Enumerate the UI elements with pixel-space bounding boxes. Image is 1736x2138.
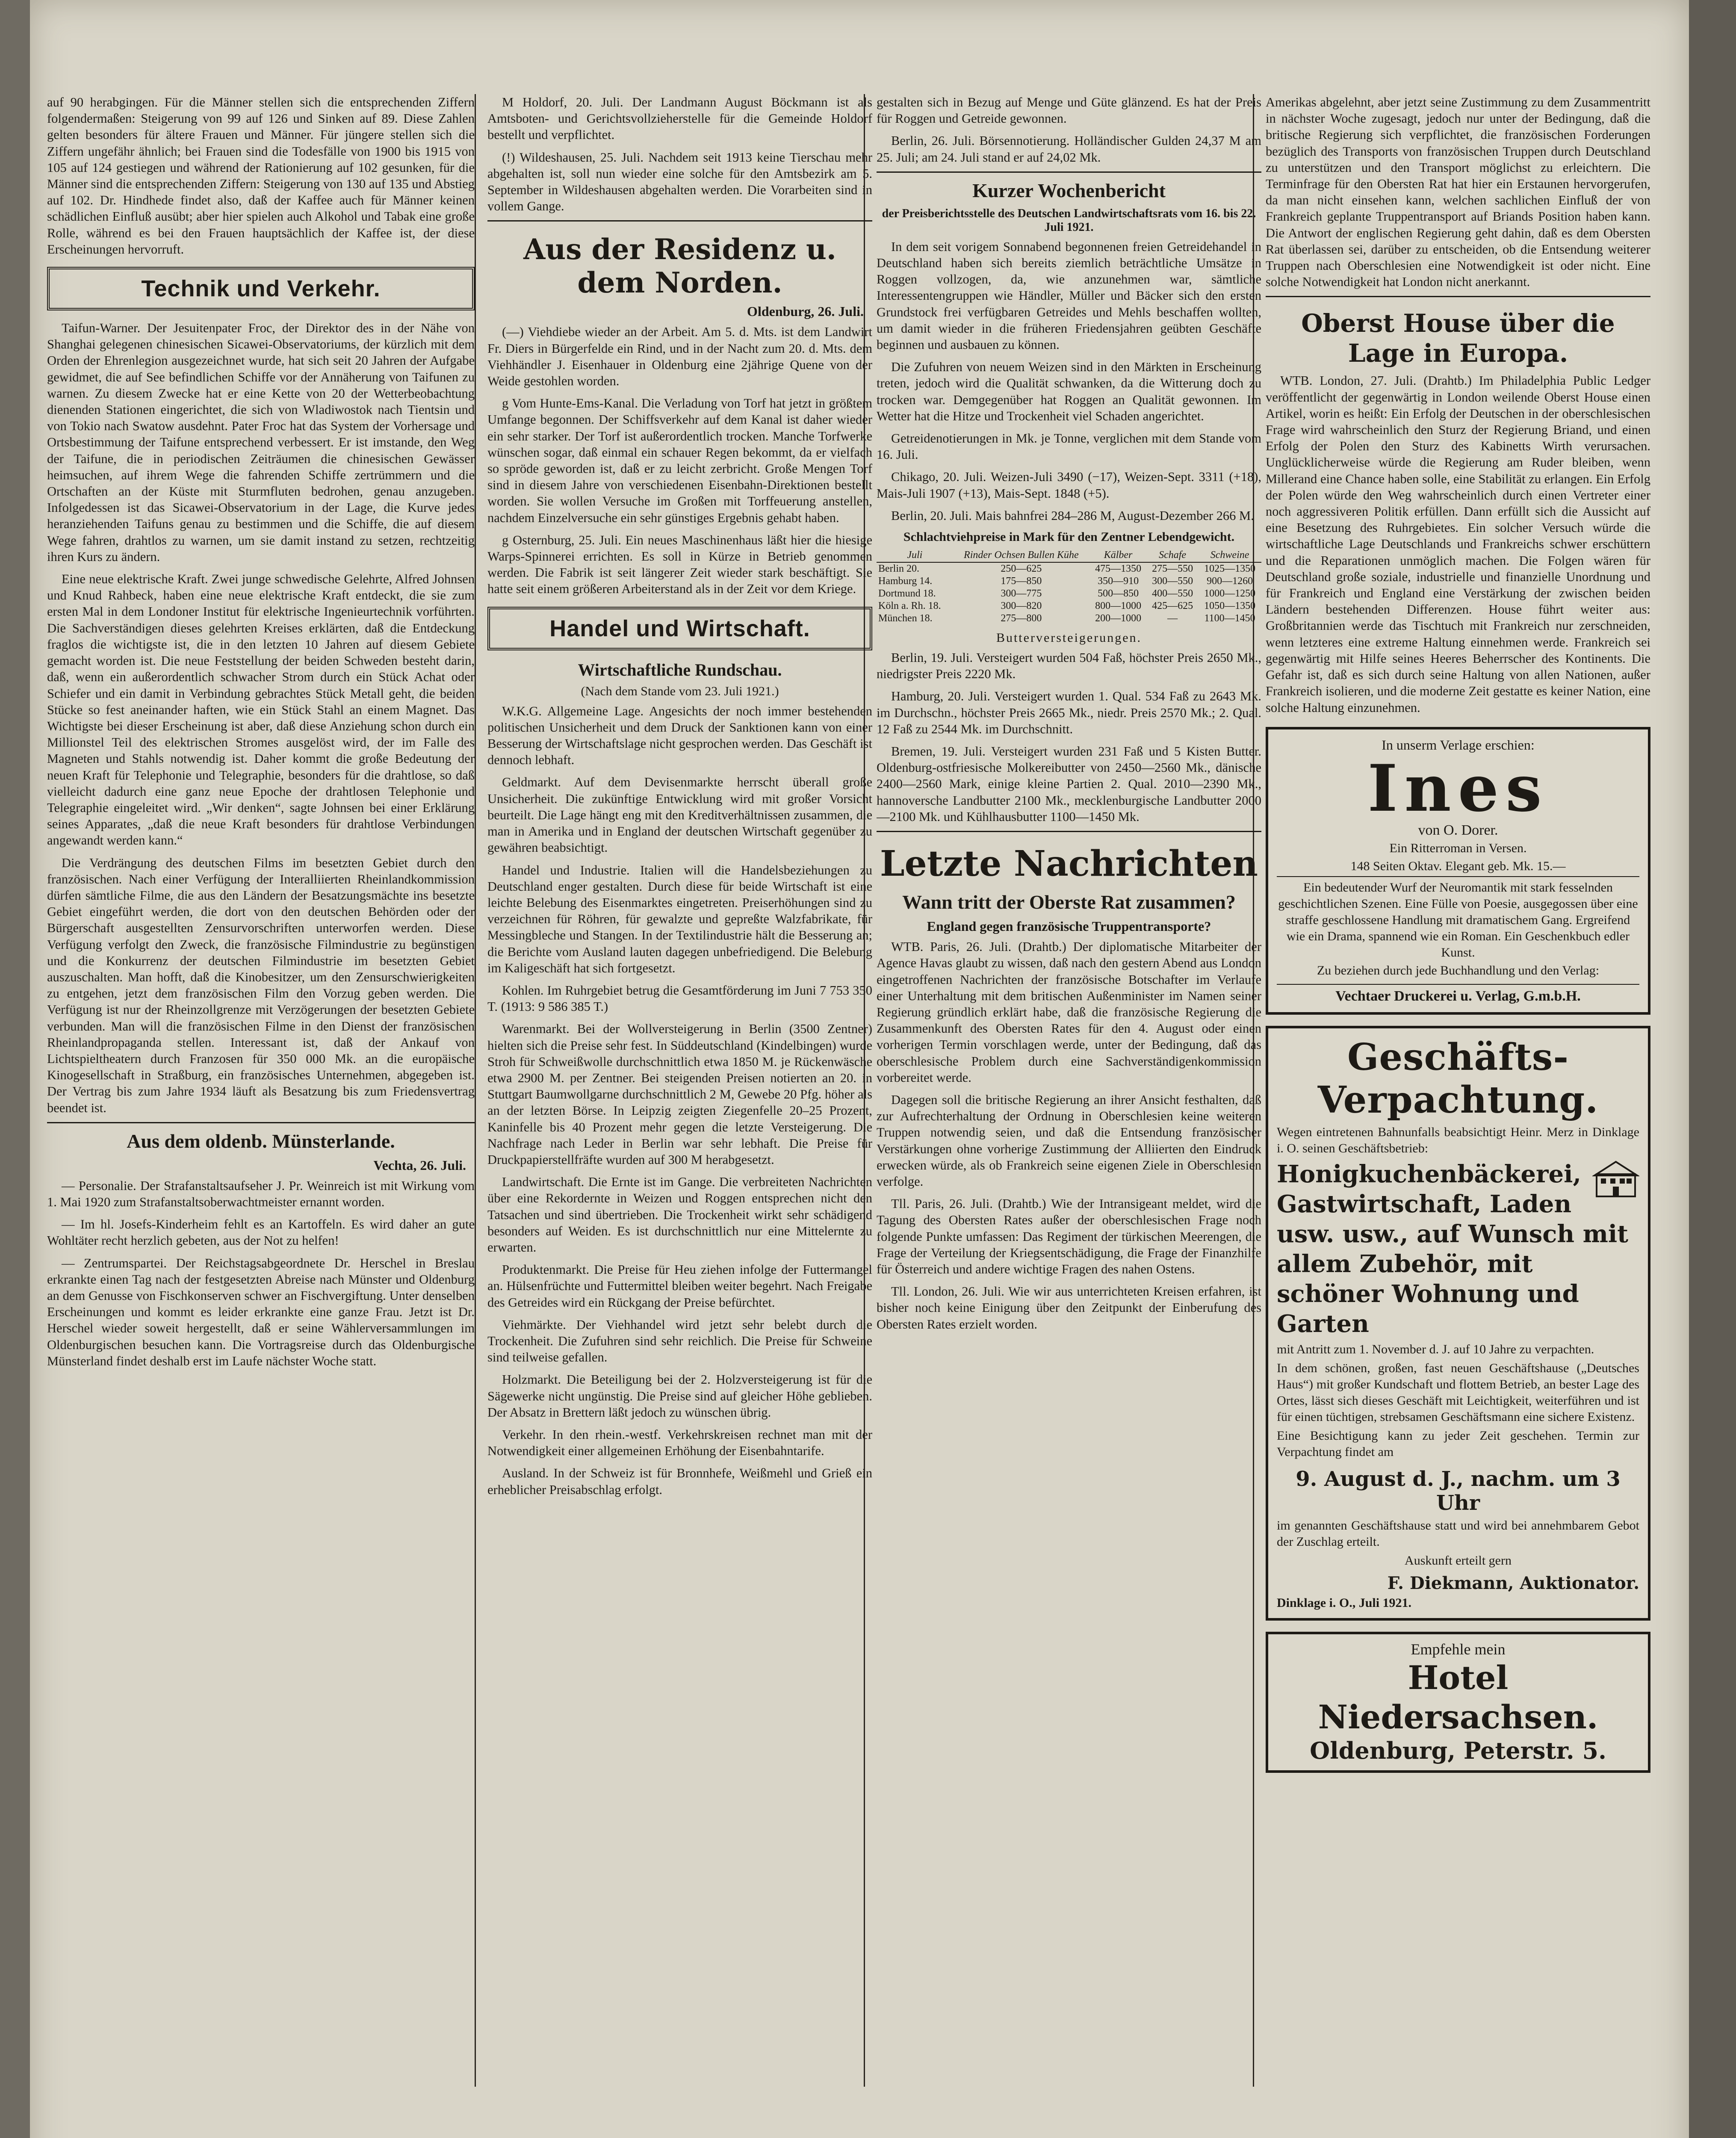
article-text: — Zentrumspartei. Der Reichstagsabgeordnete Dr. Herschel in Breslau erkrankte einen Tag nach der festgesetzten Abreise nach Münster und Oldenburg an dem Genusse von Fischkonserven schwer an Fischvergiftung. Unter denselben Erscheinungen und kommt es leider erkrankte eine ganze Frau. Jetzt ist Dr. Herschel wieder soweit hergestellt, daß er seine Wählerversammlungen im Oldenburgischen besuchen kann. Die Vortragsreise durch das Oldenburgische Münsterland findet deshalb erst im Laufe nächster Woche statt. — [47, 1255, 475, 1368]
article-subtitle: (Nach dem Stande vom 23. Juli 1921.) — [581, 684, 779, 698]
ad-text: In dem schönen, großen, fast neuen Geschäftshause („Deutsches Haus“) mit großer Kundschaft und flottem Betrieb, an bester Lage des Ortes, lässt sich dieses Geschäft mit Leichtigkeit, weiterführen und ist für einen tüchtigen, strebsamen Geschäftsmann eine sichere Existenz. — [1277, 1361, 1639, 1424]
ad-headline: Honigkuchenbäckerei, Gastwirtschaft, Laden usw. usw., auf Wunsch mit allem Zubehör, mit schöner Wohnung und Garten — [1277, 1160, 1628, 1338]
article-text: Kohlen. Im Ruhrgebiet betrug die Gesamtförderung im Juni 7 753 350 T. (1913: 9 586 385 T.) — [487, 983, 872, 1014]
article-title: Wann tritt der Oberste Rat zusammen? — [902, 891, 1236, 913]
article-text: (!) Wildeshausen, 25. Juli. Nachdem seit 1913 keine Tierschau mehr abgehalten ist, soll nun wieder eine solche für den Amtsbezirk am 5. September in Wildeshausen abgehalten werden. Die Vorarbeiten sind in vollem Gange. — [487, 150, 872, 214]
article-text: Warenmarkt. Bei der Wollversteigerung in Berlin (3500 Zentner) hielten sich die Preise sehr fest. In Süddeutschland (Kindelbingen) wurde Stroh für Schweißwolle durchschnittlich etwa 1850 M. je Rückenwäsche etwa 2900 M. per Zentner. Bei steigenden Preisen notierten an 20. in Stuttgart Baumwollgarne durchschnittlich 2 M, Gewebe 20 Pfg. höher als an der letzten Börse. In Leipzig zeigten Ziegenfelle 20–25 Prozent, Kaninfelle bis 40 Prozent mehr gegen die letzte Versteigerung. Die Nachfrage nach Leder in Berlin war sehr lebhaft. Die Preise für Druckpapierstellfräfte wurden auf 300 M herabgesetzt. — [487, 1022, 872, 1167]
ad-text: mit Antritt zum 1. November d. J. auf 10 Jahre zu verpachten. — [1277, 1342, 1594, 1356]
table-header: Schafe — [1147, 549, 1198, 562]
grain-quote: Chikago, 20. Juli. Weizen-Juli 3490 (−17), Weizen-Sept. 3311 (+18), Mais-Juli 1907 (+13), Mais-Sept. 1848 (+5). — [877, 470, 1261, 501]
table-header: Rinder Ochsen Bullen Kühe — [953, 549, 1089, 562]
advertisement-hotel — [1266, 1632, 1650, 1773]
article-text: Die Verdrängung des deutschen Films im besetzten Gebiet durch den französischen. Nach einer Verfügung der Interalliierten Rheinlandkommission dürfen sämtliche Filme, die aus den Ländern der Besatzungsmächte ins besetzte Gebiet eingeführt werden, die dort von den deutschen Behörden oder der Bürgerschaft ausgestellten Zensurvorschriften unterworfen werden. Diese Verfügung verfolgt den Zweck, die französische Filmindustrie zu begünstigen und die Konkurrenz der deutschen Filmindustrie im besetzten Gebiet auszuschalten. Man hofft, daß die Kinobesitzer, um den Zensurschwierigkeiten zu entgehen, jetzt dem französischen Film den Vorzug geben werden. Die Verfügung ist nur der Rheinzollgrenze mit Verzögerungen der besetzten Gebiete verbunden. Man will die französischen Filme in den Dienst der französischen Rheinlandpropaganda stellen. Interessant ist, daß der Ankauf von Lichtspieltheatern durch Franzosen für 350 000 Mk. an die europäische Kinogesellschaft in Straßburg, ein französisches Unternehmen, abgegeben ist. Der Vertrag bis zum Jahre 1934 läuft als Besatzung bis zum Friedensvertrag beendet ist. — [47, 855, 475, 1115]
page-edge-shadow — [1689, 0, 1736, 2138]
table-header: Schweine — [1198, 549, 1261, 562]
table-row: Dortmund 18. 300—775 500—850 400—550 1000—1250 — [878, 588, 1256, 599]
ad-address: Oldenburg, Peterstr. 5. — [1310, 1736, 1606, 1764]
article-text: Die Zufuhren von neuem Weizen sind in den Märkten in Erscheinung treten, jedoch wird die Qualität schwanken, da die Witterung doch zu trocken war. Demgegenüber hat Roggen an Qualität gewonnen. Im Wetter hat die Hitze und Trockenheit viel Schaden angerichtet. — [877, 360, 1261, 423]
advertisement-ines — [1266, 727, 1650, 1015]
section-header-handel: Handel und Wirtschaft. — [487, 607, 872, 650]
section-header-wochenbericht: Kurzer Wochenbericht — [972, 179, 1166, 201]
ad-title: Hotel Niedersachsen. — [1318, 1658, 1598, 1736]
column-1 — [47, 94, 475, 2104]
article-text: — Personalie. Der Strafanstaltsaufseher J. Pr. Weinreich ist mit Wirkung vom 1. Mai 1920 zum Strafanstaltsoberwachtmeister ernannt worden. — [47, 1178, 475, 1209]
ad-text: Ein bedeutender Wurf der Neuromantik mit stark fesselnden geschichtlichen Szenen. Eine Fülle von Poesie, ausgegossen über eine straffe geschlossene Handlung mit dramatischem Gang. Ergreifend wie ein Drama, spannend wie ein Roman. Ein Geschenkbuch edler Kunst. — [1277, 876, 1639, 961]
article-text: gestalten sich in Bezug auf Menge und Güte glänzend. Es hat der Preis für Roggen und Getreide gewonnen. — [877, 95, 1261, 126]
article-text: Taifun-Warner. Der Jesuitenpater Froc, der Direktor des in der Nähe von Shanghai gelegenen chinesischen Sicawei-Observatoriums, der kürzlich mit dem Orden der Ehrenlegion ausgezeichnet wurde, hat sich seit 20 Jahren der Aufgabe gewidmet, die auf See befindlichen Schiffe vor der Annäherung von Taifunen zu warnen. Zu diesem Zwecke hat er eine Kette von 20 der Wetterbeobachtung dienenden Stationen eingerichtet, die sich von Wladiwostok nach Tientsin und von Tokio nach Swatow ausdehnt. Pater Froc hat das System der Vorhersage und Ortsbestimmung der Taifune entsprechend verbessert. Er ist imstande, den Weg der Taifune, die in periodischen Zeiträumen die chinesischen Gewässer heimsuchen, auf ihrem Wege die fahrenden Schiffe zertrümmern und die Ortschaften an der Küste mit Sturmfluten bedrohen, genau anzugeben. Infolgedessen ist das Sicawei-Observatorium in der Lage, die Kurve jedes heranziehenden Taifuns genau zu bestimmen und die Schiffe, die auf diesem Wege fahren, drahtlos zu warnen, um sie damit instand zu setzen, rechtzeitig ihren Kurs zu ändern. — [47, 321, 475, 564]
ad-text: Ein Ritterroman in Versen. — [1389, 841, 1527, 855]
divider — [1266, 296, 1650, 297]
article-text: Getreidenotierungen in Mk. je Tonne, verglichen mit dem Stande vom 16. Juli. — [877, 431, 1261, 462]
article-text: M Holdorf, 20. Juli. Der Landmann August Böckmann ist als Amtsboten- und Gerichtsvollzieherstelle für die Gemeinde Holdorf bestellt und verpflichtet. — [487, 95, 872, 142]
divider — [47, 1122, 475, 1123]
article-title: Wirtschaftliche Rundschau. — [578, 660, 782, 679]
article-text: Geldmarkt. Auf dem Devisenmarkte herrscht überall große Unsicherheit. Die zukünftige Entwicklung wird mit großer Vorsicht beurteilt. Die Lage hängt eng mit den Kreditverhältnissen zusammen, die man in Amerika und in England der deutschen Wirtschaft gegenüber zu gewähren beabsichtigt. — [487, 775, 872, 855]
table-header: Kälber — [1089, 549, 1147, 562]
table-header: Juli — [877, 549, 953, 562]
ad-intro: Empfehle mein — [1411, 1640, 1506, 1658]
column-rule — [475, 94, 476, 2087]
ad-text: Eine Besichtigung kann zu jeder Zeit geschehen. Termin zur Verpachtung findet am — [1277, 1428, 1639, 1459]
section-header-residenz: Aus der Residenz u. dem Norden. — [523, 233, 836, 300]
article-text: WTB. London, 27. Juli. (Drahtb.) Im Philadelphia Public Ledger veröffentlicht der gegenwärtig in London weilende Oberst House einen Artikel, worin es heißt: Ein Erfolg der Deutschen in der oberschlesischen Frage wird wahrscheinlich den Sturz der Regierung Briand, und einen Erfolg der Polen den Sturz des Kabinetts Wirth verursachen. Unglücklicherweise würde die Regierung am Ruder bleiben, wenn Millerand eine Chance haben solle, eine Stabilität zu erlangen. Ein Erfolg der Polen würde den Weg wahrscheinlich durch einen Vertreter einer noch aggressiveren Politik erfüllen. Dann erfüllt sich die Aussicht auf eine Besetzung des Ruhrgebietes. Ein solcher Versuch würde die wirtschaftliche Lage Deutschlands und Frankreichs schwer erschüttern und die Reparationen unmöglich machen. Die Folgen wären für Deutschland große soziale, industrielle und finanzielle Unordnung und für Frankreich und England eine Verstärkung der zwischen beiden Ländern bestehenden Differenzen. House führt weiter aus: Großbritannien werde das Tischtuch mit Frankreich nur zerschneiden, wenn letzteres eine extreme Haltung einnehmen werde. Frankreich sei gegenwärtig mit Hilfe seines Heeres Beherrscher des Kontinents. Die Gefahr ist, daß es sich durch seine Haltung von allen Nationen, außer Frankreich isolieren, und die moderne Zeit gestatte es keiner Nation, eine solche Haltung einzunehmen. — [1266, 373, 1650, 715]
column-4 — [1266, 94, 1650, 2104]
ad-dateline: Dinklage i. O., Juli 1921. — [1277, 1595, 1412, 1610]
article-text: Produktenmarkt. Die Preise für Heu ziehen infolge der Futtermangel an. Hülsenfrüchte und Futtermittel bleiben weiter begehrt. Nach Freigabe des Getreides wird ein Rückgang der Preise befürchtet. — [487, 1262, 872, 1310]
ad-title: Ines — [1367, 750, 1549, 826]
ad-publisher: Vechtaer Druckerei u. Verlag, G.m.b.H. — [1277, 984, 1639, 1004]
article-text: Amerikas abgelehnt, aber jetzt seine Zustimmung zu dem Zusammentritt in nächster Woche zugesagt, jedoch nur unter der Bedingung, daß die britische Regierung sich verpflichtet, die französischen Forderungen bezüglich des Transports von französischen Truppen durch Deutschland zu unterstützen und den Transport möglichst zu erleichtern. Die Terminfrage für den Obersten Rat hat hier ein Erstaunen hervorgerufen, da man nicht einsehen kann, welchen sachlichen Einfluß der von Frankreich geplante Truppentransport auf Briands Position haben kann. Die Antwort der englischen Regierung geht dahin, daß es dem Obersten Rat überlassen sei, darüber zu entscheiden, ob die Entsendung weiterer Truppen nach Oberschlesien eine Notwendigkeit ist oder nicht. Eine solche Notwendigkeit hat London nicht anerkannt. — [1266, 95, 1650, 289]
article-text: g Vom Hunte-Ems-Kanal. Die Verladung von Torf hat jetzt in größtem Umfange begonnen. Der Schiffsverkehr auf dem Kanal ist daher wieder ein sehr starker. Der Torf ist außerordentlich trocken. Manche Torfwerke wünschen sogar, daß einmal ein schauer Regen bekommt, da er vielfach so spröde geworden ist, daß er zu leicht zerbricht. Große Mengen Torf sind in diesem Jahre von verschiedenen Eisenbahn-Direktionen bestellt worden. Sie wollen Versuche im Großen mit Torffeuerung anstellen, nachdem Einzelversuche ein sehr günstiges Ergebnis gehabt haben. — [487, 396, 872, 525]
article-text: Holzmarkt. Die Beteiligung bei der 2. Holzversteigerung ist für die Sägewerke nicht ungünstig. Die Preise sind auf gleicher Höhe geblieben. Der Absatz in Brettern läßt jedoch zu wünschen übrig. — [487, 1372, 872, 1420]
article-text: Landwirtschaft. Die Ernte ist im Gange. Die verbreiteten Nachrichten über eine Rekordernte in Weizen und Roggen entsprechen nicht den Tatsachen und sind übertrieben. Die Trockenheit wirkt sehr schädigend besonders auf Weiden. Es ist durchschnittlich nur eine Mittelernte zu erwarten. — [487, 1175, 872, 1255]
article-text: Tll. London, 26. Juli. Wie wir aus unterrichteten Kreisen erfahren, ist bisher noch keine Einigung über den Zeitpunkt der Einberufung des Obersten Rates erzielt worden. — [877, 1284, 1261, 1332]
dateline: Vechta, 26. Juli. — [373, 1157, 466, 1173]
advertisement-verpachtung — [1266, 1026, 1650, 1621]
ad-author: von O. Dorer. — [1418, 822, 1498, 838]
ad-title: Geschäfts-Verpachtung. — [1317, 1035, 1599, 1122]
section-header-technik: Technik und Verkehr. — [47, 267, 475, 310]
article-subtitle: England gegen französische Truppentransporte? — [927, 918, 1211, 934]
article-text: WTB. Paris, 26. Juli. (Drahtb.) Der diplomatische Mitarbeiter der Agence Havas glaubt zu wissen, daß nach den gestern Abend aus London eingetroffenen Nachrichten der französische Botschafter im Verlaufe einer Unterhaltung mit dem britischen Außenminister im Namen seiner Regierung gründlich erklärt habe, daß die französische Regierung die Zusammenkunft des Obersten Rates für den 4. August oder einen vorherigen Termin vorschlagen werde, unter der Bedingung, daß das oberschlesische Problem durch eine Sachverständigenkommission vorbereitet werde. — [877, 939, 1261, 1085]
divider — [877, 171, 1261, 173]
ad-text: im genannten Geschäftshause statt und wird bei annehmbarem Gebot der Zuschlag erteilt. — [1277, 1518, 1639, 1549]
divider — [487, 220, 872, 221]
article-text: — Im hl. Josefs-Kinderheim fehlt es an Kartoffeln. Es wird daher an gute Wohltäter recht herzlich gebeten, aus der Not zu helfen! — [47, 1217, 475, 1248]
ad-intro: In unserm Verlage erschien: — [1382, 737, 1535, 753]
table-row: Berlin 20. 250—625 475—1350 275—550 1025—1350 — [878, 563, 1256, 575]
ad-text: Zu beziehen durch jede Buchhandlung und den Verlag: — [1317, 963, 1600, 977]
article-text: Eine neue elektrische Kraft. Zwei junge schwedische Gelehrte, Alfred Johnsen und Knud Rahbeck, haben eine neue elektrische Kraft entdeckt, die sie zum ersten Mal in dem Londoner Institut für elektrische Ingenieurtechnik vorführten. Die Sachverständigen dieses gelehrten Kreises erklärten, daß die Entdeckung fraglos die wichtigste ist, die in den letzten 10 Jahren auf diesem Gebiete gemacht worden ist. Die neue Feststellung der beiden Schweden besteht darin, daß, wenn ein außerordentlich schwacher Strom durch ein Stück Achat oder Schiefer und ein damit in Verbindung gebrachtes Stück Metall geht, die beiden Stücke so fest aneinander haften, wie ein Stück Stahl an einem Magnet. Das Wichtigste bei dieser Erscheinung ist aber, daß diese Anziehung schon durch ein Millionstel Teil des elektrischen Stromes ausgelöst wird, der im Falle des Magneten und Stahls notwendig ist. Daher kommt die große Bedeutung der neuen Kraft für Telephonie und Telegraphie, besonders für die drahtlose, so daß vielleicht dadurch eine ganz neue Epoche der drahtlosen Telephonie und Telegraphie eingeleitet wird. „Wir denken“, sagte Johnsen bei einer Erklärung seines Apparates, „daß die neue Kraft besonders für drahtlose Verbindungen angewandt werden kann.“ — [47, 572, 475, 848]
article-text: Dagegen soll die britische Regierung an ihrer Ansicht festhalten, daß zur Aufrechterhaltung der Ordnung in Oberschlesien keine weiteren Truppen notwendig seien, und daß die Entsendung französischer Verstärkungen ohne vorherige Zustimmung der Alliierten den Eindruck erwecken würde, als ob Frankreich seine eigenen Ziele in Oberschlesien verfolge. — [877, 1092, 1261, 1189]
section-subheader-butter: Butterversteigerungen. — [996, 631, 1142, 645]
article-text: Hamburg, 20. Juli. Versteigert wurden 1. Qual. 534 Faß zu 2643 Mk. im Durchschn., höchster Preis 2665 Mk., niedr. Preis 2570 Mk.; 2. Qual. 12 Faß zu 2544 Mk. im Durchschnitt. — [877, 689, 1261, 736]
article-text: Viehmärkte. Der Viehhandel wird jetzt sehr belebt durch die Trockenheit. Die Zufuhren sind sehr reichlich. Die Preise für Schweine sind teilweise gefallen. — [487, 1317, 872, 1365]
article-text: (—) Viehdiebe wieder an der Arbeit. Am 5. d. Mts. ist dem Landwirt Fr. Diers in Bürgerfelde ein Rind, und in der Nacht zum 20. d. Mts. dem Viehhändler J. Eisenhauer in Oldenburg eine 2jährige Quene von der Weide gestohlen worden. — [487, 325, 872, 389]
article-text: auf 90 herabgingen. Für die Männer stellen sich die entsprechenden Ziffern folgendermaßen: Steigerung von 99 auf 126 und Sinken auf 89. Diese Zahlen gelten besonders für ältere Frauen und Männer. Für jüngere stellen sich die Ziffern ungefähr ähnlich; bei Frauen sind die Todesfälle von 1900 bis 1915 von 105 auf 124 gestiegen und während der Rationierung auf 102 gesunken, für die Männer sind die entsprechenden Ziffern: Steigerung von 130 auf 135 und Abstieg auf 102. Dr. Hindhede findet also, daß der Kaffee auch für Männer keinen schädlichen Einfluß ausübt; aber hier spielen auch Alkohol und Tabak eine große Rolle, während es bei den Frauen hauptsächlich der Kaffee ist, der diese Erscheinungen hervorruft. — [47, 95, 475, 257]
livestock-price-table — [877, 549, 1261, 625]
table-row: Hamburg 14. 175—850 350—910 300—550 900—1260 — [878, 576, 1253, 587]
ad-text: Wegen eintretenen Bahnunfalls beabsichtigt Heinr. Merz in Dinklage i. O. seinen Geschäftsbetrieb: — [1277, 1125, 1639, 1155]
article-text: Berlin, 19. Juli. Versteigert wurden 504 Faß, höchster Preis 2650 Mk., niedrigster Preis 2220 Mk. — [877, 650, 1261, 682]
article-text: Verkehr. In den rhein.-westf. Verkehrskreisen rechnet man mit der Notwendigkeit einer allgemeinen Erhöhung der Eisenbahntarife. — [487, 1427, 872, 1459]
article-subtitle: der Preisberichtsstelle des Deutschen Landwirtschaftsrats vom 16. bis 22. Juli 1921. — [882, 207, 1256, 234]
article-text: In dem seit vorigem Sonnabend begonnenen freien Getreidehandel in Deutschland haben sich bereits ziemlich beträchtliche Umsätze in Roggen vollzogen, da, wie anzunehmen war, sämtliche Interessentengruppen wie Händler, Müller und Bäcker sich den ersten Grundstock frei verfügbaren Getreides und Mehls beschaffen wollten, um damit wieder in die früheren Friedensjahren geübten Geschäfte beginnen und ausbauen zu können. — [877, 239, 1261, 352]
article-text: Berlin, 26. Juli. Börsennotierung. Holländischer Gulden 24,37 M am 25. Juli; am 24. Juli stand er auf 24,02 Mk. — [877, 133, 1261, 165]
ad-signature: F. Diekmann, Auktionator. — [1387, 1573, 1639, 1593]
column-2 — [487, 94, 872, 2104]
ad-date: 9. August d. J., nachm. um 3 Uhr — [1296, 1467, 1621, 1515]
table-title: Schlachtviehpreise in Mark für den Zentner Lebendgewicht. — [903, 530, 1235, 544]
article-text: Tll. Paris, 26. Juli. (Drahtb.) Wie der Intransigeant meldet, wird die Tagung des Obersten Rates außer der oberschlesischen Frage noch folgende Punkte umfassen: Das Regiment der türkischen Meerengen, die Frage der Verteilung der Kriegsentschädigung, die Frage der Finanzhilfe für Österreich und andere wichtige Fragen des nahen Ostens. — [877, 1196, 1261, 1276]
article-text: Handel und Industrie. Italien will die Handelsbeziehungen zu Deutschland enger gestalten. Durch diese für beide Wirtschaft ist eine leichte Belebung des Eisenmarktes eingetreten. Preiserhöhungen sind zu verzeichnen für Röhren, für gewalzte und gepreßte Walzfabrikate, für Messingbleche und Stangen. In der Textilindustrie hält die Besserung an; die Berichte vom Ausland lauten dagegen unbefriedigend. Die Belebung im Kaligeschäft hat sich fortgesetzt. — [487, 862, 872, 975]
section-header-muensterland: Aus dem oldenb. Münsterlande. — [127, 1130, 395, 1152]
divider — [877, 831, 1261, 832]
grain-quote: Berlin, 20. Juli. Mais bahnfrei 284–286 M, August-Dezember 266 M. — [891, 508, 1254, 523]
ad-text: 148 Seiten Oktav. Elegant geb. Mk. 15.— — [1350, 859, 1566, 873]
article-text: g Osternburg, 25. Juli. Ein neues Maschinenhaus läßt hier die hiesige Warps-Spinnerei errichten. Es soll in Kürze in Betrieb genommen werden. Die Fabrik ist seit längerer Zeit wieder stark beschäftigt. Sie hatte seit einem größeren Arbeiterstand als in der Zeit vor dem Kriege. — [487, 532, 872, 597]
section-header-letzte-nachrichten: Letzte Nachrichten — [880, 843, 1258, 885]
article-text: Bremen, 19. Juli. Versteigert wurden 231 Faß und 5 Kisten Butter. Oldenburg-ostfriesische Molkereibutter von 2450—2560 Mk., dänische 2400—2560 Mark, einige kleine Partien 2. Qual. 2010—2390 Mk., hannoversche Landbutter 2100 Mk., mecklenburgische Landbutter 2000—2100 Mk. und Kühlhausbutter 1100—1450 Mk. — [877, 744, 1261, 824]
article-text: W.K.G. Allgemeine Lage. Angesichts der noch immer bestehenden politischen Unsicherheit und dem Druck der Sanktionen kann von einer Besserung der Wirtschaftslage nicht gesprochen werden. Das Geschäft ist dennoch lebhaft. — [487, 703, 872, 768]
table-row: Köln a. Rh. 18. 300—820 800—1000 425—625 1050—1350 — [878, 600, 1256, 612]
section-header-oberst-house: Oberst House über die Lage in Europa. — [1301, 309, 1615, 368]
dateline: Oldenburg, 26. Juli. — [747, 304, 864, 319]
table-row: München 18. 275—800 200—1000 — 1100—1450 — [878, 613, 1255, 624]
article-text: Ausland. In der Schweiz ist für Bronnhefe, Weißmehl und Grieß ein erheblicher Preisabschlag erfolgt. — [487, 1466, 872, 1497]
house-icon — [1592, 1159, 1639, 1198]
ad-text: Auskunft erteilt gern — [1405, 1553, 1512, 1568]
column-3 — [877, 94, 1261, 2104]
